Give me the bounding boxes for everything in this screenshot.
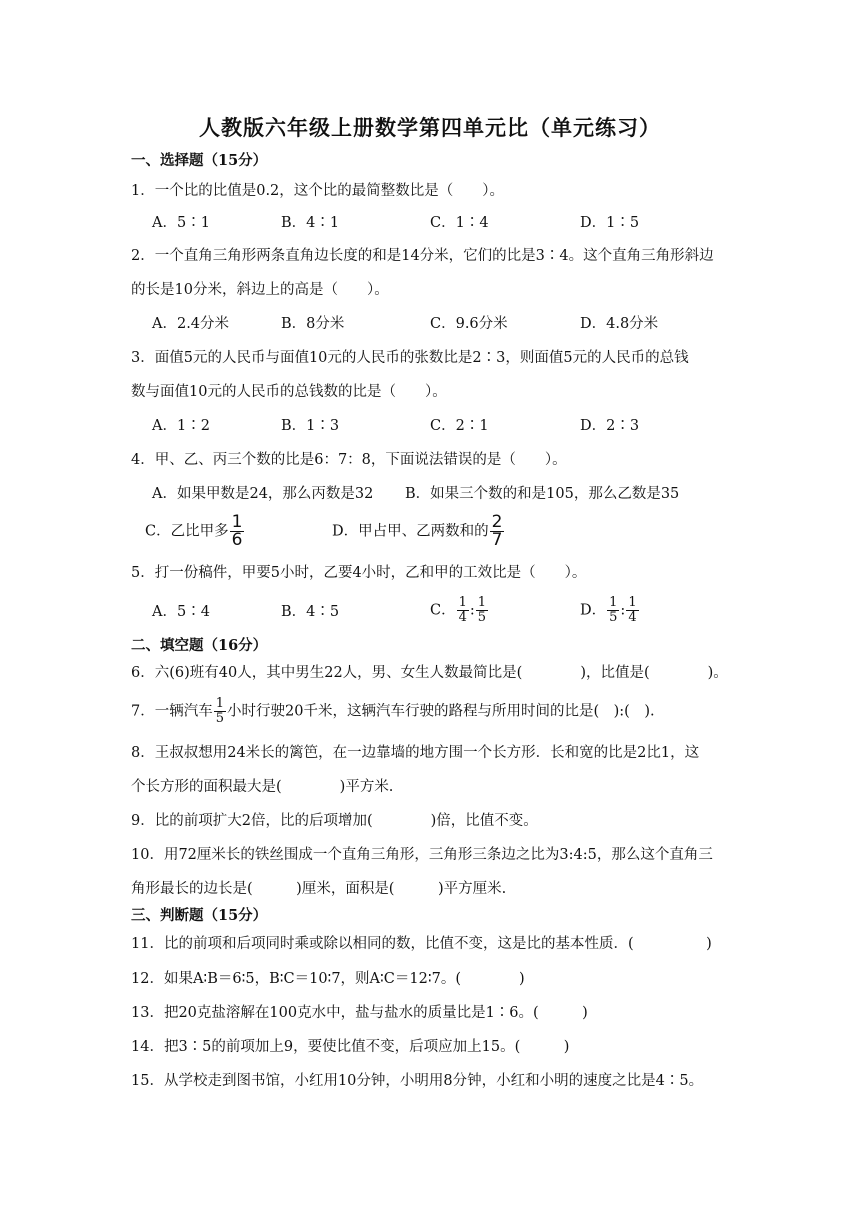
q5-option-a: A．5∶4 — [152, 604, 210, 620]
question-7 — [131, 697, 655, 726]
q4-option-c-fraction — [230, 514, 245, 549]
question-5-stem: 5．打一份稿件，甲要5小时，乙要4小时，乙和甲的工效比是（ ）。 — [131, 565, 587, 581]
section-heading-fill: 二、填空题（16分） — [131, 637, 268, 654]
fraction-denominator: 4 — [628, 610, 637, 625]
section-heading-choice: 一、选择题（15分） — [131, 152, 268, 169]
q5-d-fraction-2 — [626, 596, 638, 625]
question-1-stem: 1．一个比的比值是0.2，这个比的最简整数比是（ ）。 — [131, 183, 505, 199]
q5-option-c-label: C． — [430, 602, 456, 619]
q3-option-d: D．2∶3 — [580, 418, 640, 434]
question-9: 9．比的前项扩大2倍，比的后项增加( )倍，比值不变。 — [131, 813, 538, 829]
fraction-denominator: 6 — [231, 530, 243, 550]
section-heading-judge: 三、判断题（15分） — [131, 907, 268, 924]
question-11: 11．比的前项和后项同时乘或除以相同的数，比值不变，这是比的基本性质．( ) — [131, 936, 712, 952]
q1-option-d: D．1∶5 — [580, 215, 640, 231]
fraction-numerator: 1 — [609, 595, 618, 610]
fraction-denominator: 4 — [458, 610, 467, 625]
question-3-stem-line1: 3．面值5元的人民币与面值10元的人民币的张数比是2∶3，则面值5元的人民币的总钱 — [131, 350, 689, 366]
fraction-denominator: 5 — [215, 711, 225, 726]
fraction-denominator: 5 — [609, 610, 618, 625]
fraction-numerator: 1 — [215, 696, 225, 711]
q3-option-a: A．1∶2 — [152, 418, 210, 434]
q1-option-a: A．5∶1 — [152, 215, 210, 231]
question-7-fraction — [214, 697, 226, 726]
q2-option-b: B．8分米 — [281, 316, 345, 332]
question-6: 6．六(6)班有40人，其中男生22人，男、女生人数最简比是( )，比值是( )。 — [131, 665, 728, 681]
question-4-stem: 4．甲、乙、丙三个数的比是6：7：8，下面说法错误的是（ ）。 — [131, 452, 567, 468]
page-title: 人教版六年级上册数学第四单元比（单元练习） — [199, 115, 661, 140]
question-10-line2: 角形最长的边长是( )厘米，面积是( )平方厘米. — [131, 881, 507, 897]
q4-option-a: A．如果甲数是24，那么丙数是32 — [152, 486, 374, 502]
q4-option-c-text: C．乙比甲多 — [145, 523, 229, 540]
question-3-stem-line2: 数与面值10元的人民币的总钱数的比是（ ）。 — [131, 384, 447, 400]
fraction-numerator: 1 — [231, 512, 243, 532]
fraction-denominator: 7 — [491, 530, 503, 550]
q1-option-c: C．1∶4 — [430, 215, 489, 231]
q5-option-d — [580, 596, 640, 625]
q2-option-d: D．4.8分米 — [580, 316, 659, 332]
q4-option-c — [145, 514, 245, 549]
question-12: 12．如果A∶B＝6∶5，B∶C＝10∶7，则A∶C＝12∶7。( ) — [131, 971, 525, 987]
q4-option-d-fraction — [490, 514, 505, 549]
fraction-numerator: 2 — [491, 512, 503, 532]
question-13: 13．把20克盐溶解在100克水中，盐与盐水的质量比是1∶6。( ) — [131, 1005, 588, 1021]
question-14: 14．把3∶5的前项加上9，要使比值不变，后项应加上15。( ) — [131, 1039, 570, 1055]
q5-option-b: B．4∶5 — [281, 604, 340, 620]
question-8-line2: 个长方形的面积最大是( )平方米. — [131, 779, 394, 795]
q4-option-d — [332, 514, 505, 549]
fraction-numerator: 1 — [477, 595, 487, 610]
q2-option-c: C．9.6分米 — [430, 316, 508, 332]
question-7-post: 小时行驶20千米，这辆汽车行驶的路程与所用时间的比是( ):( ). — [227, 703, 655, 720]
question-15: 15．从学校走到图书馆，小红用10分钟，小明用8分钟，小红和小明的速度之比是4∶5。 — [131, 1073, 704, 1089]
fraction-numerator: 1 — [628, 595, 637, 610]
q5-d-fraction-1 — [607, 596, 619, 625]
question-8-line1: 8．王叔叔想用24米长的篱笆，在一边靠墙的地方围一个长方形．长和宽的比是2比1，这 — [131, 745, 700, 761]
fraction-denominator: 5 — [477, 610, 487, 625]
q3-option-b: B．1∶3 — [281, 418, 340, 434]
question-7-pre: 7．一辆汽车 — [131, 703, 213, 720]
q3-option-c: C．2∶1 — [430, 418, 489, 434]
question-2-stem-line2: 的长是10分米，斜边上的高是（ ）。 — [131, 282, 389, 298]
fraction-numerator: 1 — [458, 595, 467, 610]
q2-option-a: A．2.4分米 — [152, 316, 230, 332]
question-2-stem-line1: 2．一个直角三角形两条直角边长度的和是14分米，它们的比是3∶4。这个直角三角形斜边 — [131, 248, 714, 264]
q5-c-fraction-2 — [476, 596, 488, 625]
q5-option-d-label: D． — [580, 602, 607, 619]
ratio-separator: : — [469, 602, 475, 619]
ratio-separator: : — [620, 602, 626, 619]
q5-c-fraction-1 — [457, 596, 469, 625]
q4-option-b: B．如果三个数的和是105，那么乙数是35 — [405, 486, 680, 502]
q5-option-c — [430, 596, 489, 625]
q4-option-d-text: D．甲占甲、乙两数和的 — [332, 523, 489, 540]
q1-option-b: B．4∶1 — [281, 215, 340, 231]
question-10-line1: 10．用72厘米长的铁丝围成一个直角三角形，三角形三条边之比为3:4:5，那么这个直角三 — [131, 847, 713, 863]
